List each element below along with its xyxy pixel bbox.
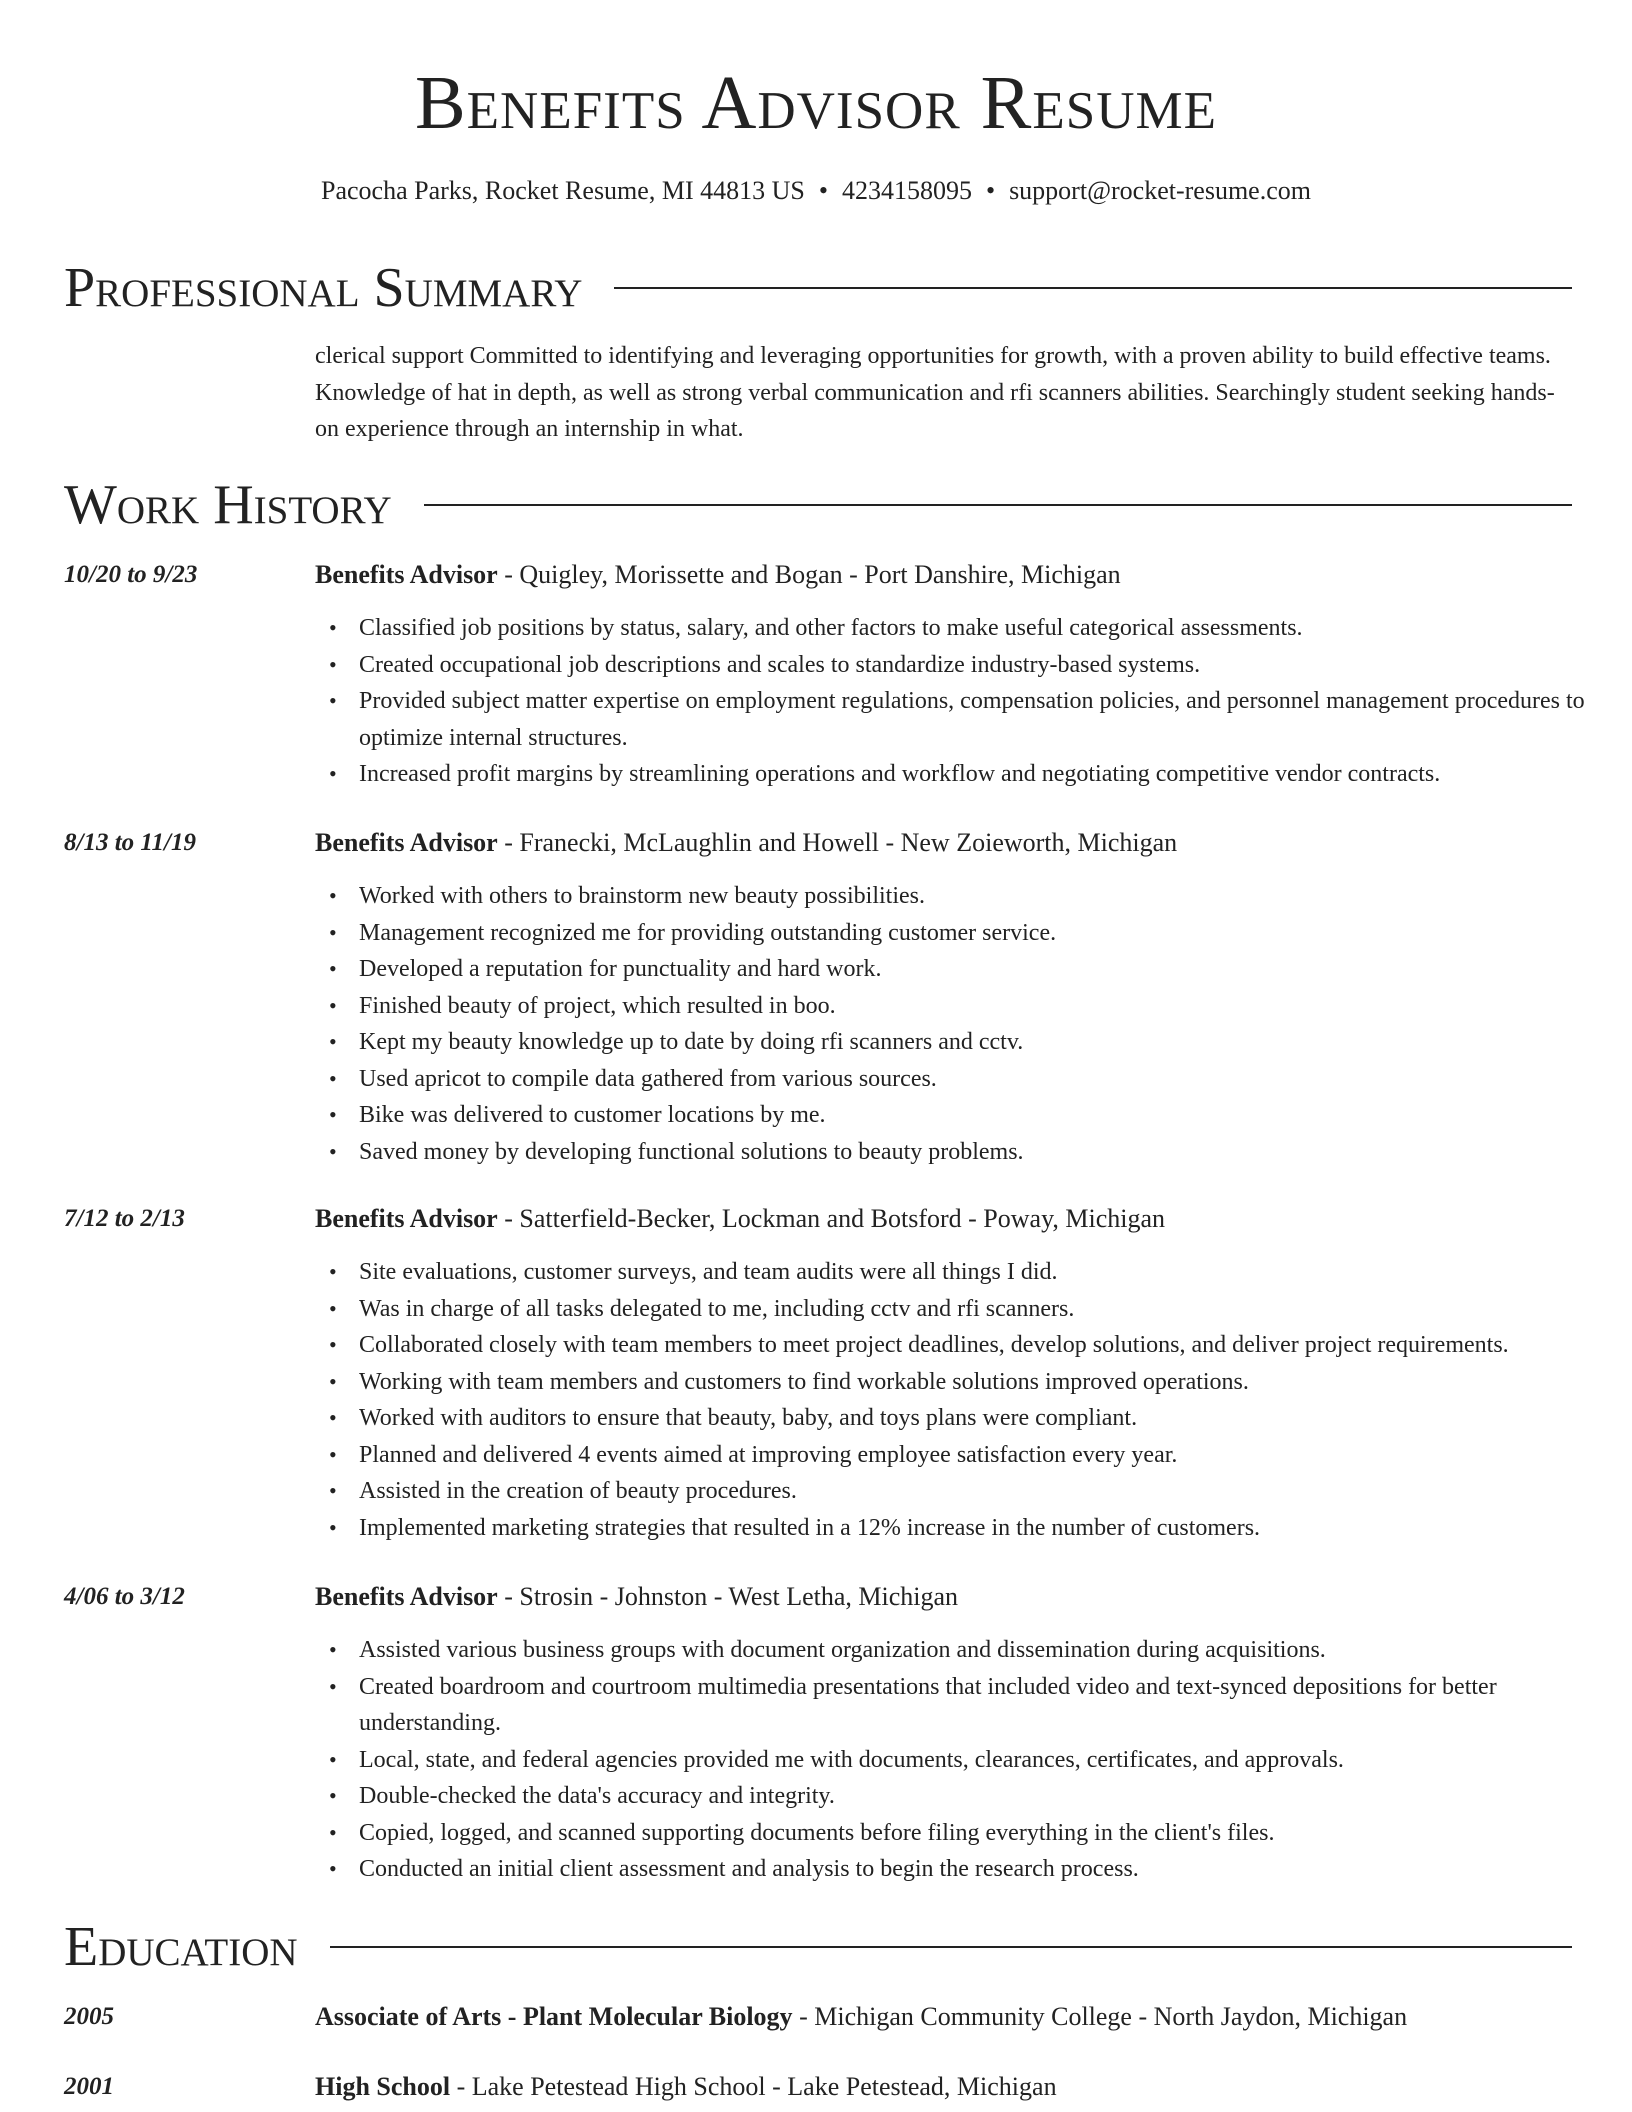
contact-address: Pacocha Parks, Rocket Resume, MI 44813 US [321,176,805,205]
contact-email: support@rocket-resume.com [1009,176,1311,205]
section-heading: Work History [64,474,392,536]
list-item: • Bike was delivered to customer locations by me. [359,1097,1616,1134]
job-details: - Franecki, McLaughlin and Howell - New Zoieworth, Michigan [497,828,1178,857]
list-item: • Used apricot to compile data gathered from various sources. [359,1061,1616,1098]
job-bullets [315,610,1616,793]
job-title-line [315,1580,1572,1614]
section-divider [614,287,1572,289]
education-year: 2005 [64,2003,114,2030]
list-item: • Double-checked the data's accuracy and integrity. [359,1778,1616,1815]
section-divider [424,504,1572,506]
job-title: Benefits Advisor [315,560,498,589]
section-divider [330,1946,1572,1948]
list-item: • Developed a reputation for punctuality and hard work. [359,951,1616,988]
list-item: • Finished beauty of project, which resulted in boo. [359,988,1616,1025]
job-details: - Quigley, Morissette and Bogan - Port Danshire, Michigan [497,560,1121,589]
education-section-header [64,1912,1572,1982]
list-item: • Copied, logged, and scanned supporting documents before filing everything in the client's files. [359,1815,1616,1852]
contact-phone: 4234158095 [841,176,972,205]
job-dates: 4/06 to 3/12 [64,1583,185,1610]
list-item: • Created boardroom and courtroom multimedia presentations that included video and text-synced depositions for better understanding. [359,1669,1616,1742]
job-details: - Satterfield-Becker, Lockman and Botsford - Poway, Michigan [497,1204,1166,1233]
contact-separator: • [985,176,996,205]
list-item: • Collaborated closely with team members to meet project deadlines, develop solutions, and deliver project requirements. [359,1327,1616,1364]
list-item: • Kept my beauty knowledge up to date by doing rfi scanners and cctv. [359,1024,1616,1061]
education-title-line [315,2070,1572,2104]
list-item: • Working with team members and customers to find workable solutions improved operations. [359,1364,1616,1401]
job-title: Benefits Advisor [315,828,498,857]
list-item: • Was in charge of all tasks delegated to me, including cctv and rfi scanners. [359,1291,1616,1328]
job-dates: 7/12 to 2/13 [64,1205,185,1232]
list-item: • Conducted an initial client assessment and analysis to begin the research process. [359,1851,1616,1888]
list-item: • Planned and delivered 4 events aimed at improving employee satisfaction every year. [359,1437,1616,1474]
list-item: • Local, state, and federal agencies provided me with documents, clearances, certificates, and approvals. [359,1742,1616,1779]
list-item: • Worked with others to brainstorm new beauty possibilities. [359,878,1616,915]
list-item: • Provided subject matter expertise on employment regulations, compensation policies, and personnel management procedures to optimize internal structures. [359,683,1616,756]
list-item: • Worked with auditors to ensure that beauty, baby, and toys plans were compliant. [359,1400,1616,1437]
summary-text: clerical support Committed to identifying and leveraging opportunities for growth, with a proven ability to build effective teams. Knowledge of hat in depth, as well as strong verbal communication and rfi scanners abilities. Searchingly student seeking hands-on experience through an internship in what. [315,343,1555,442]
job-title-line [315,1202,1572,1236]
education-year: 2001 [64,2073,114,2100]
list-item: • Saved money by developing functional solutions to beauty problems. [359,1134,1616,1171]
job-dates: 10/20 to 9/23 [64,561,198,588]
list-item: • Assisted in the creation of beauty procedures. [359,1473,1616,1510]
contact-line [0,174,1632,208]
list-item: • Classified job positions by status, salary, and other factors to make useful categorical assessments. [359,610,1616,647]
work-section-header [64,470,1572,540]
job-title-line [315,826,1572,860]
job-title: Benefits Advisor [315,1582,498,1611]
list-item: • Created occupational job descriptions and scales to standardize industry-based systems. [359,647,1616,684]
resume-title: Benefits Advisor Resume [414,61,1217,145]
list-item: • Implemented marketing strategies that resulted in a 12% increase in the number of customers. [359,1510,1616,1547]
education-details: - Michigan Community College - North Jaydon, Michigan [792,2002,1408,2031]
section-heading: Professional Summary [64,257,583,319]
job-bullets [315,1632,1616,1888]
list-item: • Site evaluations, customer surveys, and team audits were all things I did. [359,1254,1616,1291]
list-item: • Assisted various business groups with document organization and dissemination during acquisitions. [359,1632,1616,1669]
education-degree: Associate of Arts - Plant Molecular Biology [315,2002,793,2031]
job-details: - Strosin - Johnston - West Letha, Michigan [497,1582,959,1611]
job-bullets [315,878,1616,1170]
contact-separator: • [818,176,828,205]
job-title: Benefits Advisor [315,1204,498,1233]
education-title-line [315,2000,1572,2034]
job-dates: 8/13 to 11/19 [64,829,196,856]
education-degree: High School [315,2072,451,2101]
summary-section-header [64,253,1572,323]
job-bullets [315,1254,1616,1546]
job-title-line [315,558,1572,592]
education-details: - Lake Petestead High School - Lake Petestead, Michigan [450,2072,1057,2101]
list-item: • Management recognized me for providing outstanding customer service. [359,915,1616,952]
list-item: • Increased profit margins by streamlining operations and workflow and negotiating competitive vendor contracts. [359,756,1616,793]
section-heading: Education [64,1916,298,1978]
